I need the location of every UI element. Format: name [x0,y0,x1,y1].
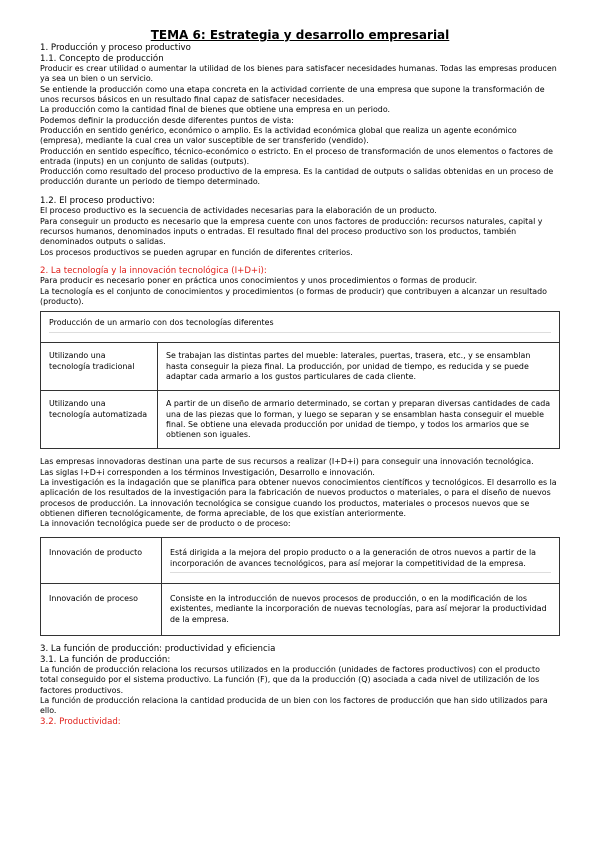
innovation-types-table [40,537,560,635]
paragraph: La innovación tecnológica puede ser de producto o de proceso: [40,519,291,529]
section-1-2-heading: 1.2. El proceso productivo: [40,195,155,206]
table-header: Producción de un armario con dos tecnologías diferentes [41,312,560,343]
table-row [41,391,560,449]
table-row-text: Está dirigida a la mejora del propio producto o a la generación de otros nuevos a partir de la incorporación de avances tecnológicos, para así mejorar la competitividad de la empresa. [162,538,560,584]
table-row [41,538,560,584]
table-row-label: Utilizando una tecnología automatizada [41,391,158,449]
paragraph: Las siglas I+D+i corresponden a los términos Investigación, Desarrollo e innovación. [40,467,375,477]
paragraph: Se entiende la producción como una etapa concreta en la actividad corriente de una empresa que supone la transformación de unos recursos básicos en un resultado final capaz de satisfacer necesidades. [40,84,545,105]
paragraph: El proceso productivo es la secuencia de actividades necesarias para la elaboración de un producto. [40,206,437,216]
section-3-heading: 3. La función de producción: productividad y eficiencia [40,643,276,654]
table-row-label: Innovación de producto [41,538,162,584]
paragraph: Para conseguir un producto es necesario que la empresa cuente con unos factores de producción: recursos naturales, capital y recursos humanos, denominados inputs o entradas. El resultado final del proceso productivo son los productos, también denominados outputs o salidas. [40,216,543,247]
paragraph: Podemos definir la producción desde diferentes puntos de vista: [40,115,294,125]
table-row-text: Se trabajan las distintas partes del mueble: laterales, puertas, trasera, etc., y se ensamblan hasta conseguir la pieza final. La producción, por unidad de tiempo, es reducida y se puede adaptar cada armario a los gustos particulares de cada cliente. [158,343,560,391]
paragraph: La función de producción relaciona la cantidad producida de un bien con los factores de producción que han sido utilizados para ello. [40,696,548,716]
document-title: TEMA 6: Estrategia y desarrollo empresarial [150,28,450,42]
section-3-2-heading: 3.2. Productividad: [40,716,121,727]
section-1-1-heading: 1.1. Concepto de producción [40,53,164,64]
paragraph: Producir es crear utilidad o aumentar la utilidad de los bienes para satisfacer necesidades humanas. Todas las empresas producen ya sea un bien o un servicio. [40,64,557,84]
table-row [41,584,560,636]
table-row-label: Innovación de proceso [41,584,162,636]
paragraph: Las empresas innovadoras destinan una parte de sus recursos a realizar (I+D+i) para conseguir una innovación tecnológica. [40,457,534,467]
paragraph: Producción como resultado del proceso productivo de la empresa. Es la cantidad de outputs o salidas obtenidas en un proceso de producción durante un periodo de tiempo determinado. [40,167,554,187]
technology-comparison-table [40,311,560,449]
table-row-label: Utilizando una tecnología tradicional [41,343,158,391]
table-row-text: A partir de un diseño de armario determinado, se cortan y preparan diversas cantidades de cada una de las piezas que lo forman, y luego se separan y se ensamblan hasta conseguir el mueble final. Se obtiene una elevada producción por unidad de tiempo, y todos los armarios que se obtienen son iguales. [158,391,560,449]
paragraph: Producción en sentido genérico, económico o amplio. Es la actividad económica global que realiza un agente económico (empresa), mediante la cual crea un valor susceptible de ser transferido (vendido). [40,125,517,146]
document-page [40,28,560,727]
paragraph: La función de producción relaciona los recursos utilizados en la producción (unidades de factores productivos) con el producto total conseguido por el sistema productivo. La función (F), que da la producción (Q) asociada a cada nivel de utilización de los factores productivos. [40,665,540,695]
paragraph: Para producir es necesario poner en práctica unos conocimientos y unos procedimientos o formas de producir. [40,276,477,286]
section-1-heading: 1. Producción y proceso productivo [40,43,191,53]
section-3-1-heading: 3.1. La función de producción: [40,654,171,665]
paragraph: La tecnología es el conjunto de conocimientos y procedimientos (o formas de producir) que contribuyen a alcanzar un resultado (producto). [40,286,547,307]
table-row [41,343,560,391]
paragraph: Los procesos productivos se pueden agrupar en función de diferentes criterios. [40,247,353,257]
paragraph: La investigación es la indagación que se planifica para obtener nuevos conocimientos científicos y tecnológicos. El desarrollo es la aplicación de los resultados de la investigación para la fabricación de nuevos productos o materiales, o para el diseño de nuevos procesos de producción. La innovación tecnológica se consigue cuando los productos, materiales o procesos nuevos que se obtienen difieren tecnológicamente, de forma apreciable, de los que existían anteriormente. [40,477,557,518]
section-2-heading: 2. La tecnología y la innovación tecnológica (I+D+i): [40,265,267,276]
paragraph: La producción como la cantidad final de bienes que obtiene una empresa en un periodo. [40,105,391,115]
table-row-text: Consiste en la introducción de nuevos procesos de producción, o en la modificación de los existentes, mediante la incorporación de nuevas tecnologías, para así mejorar la productividad de la empresa. [162,584,560,636]
paragraph: Producción en sentido específico, técnico-económico o estricto. En el proceso de transformación de unos elementos o factores de entrada (inputs) en un conjunto de salidas (outputs). [40,146,553,166]
